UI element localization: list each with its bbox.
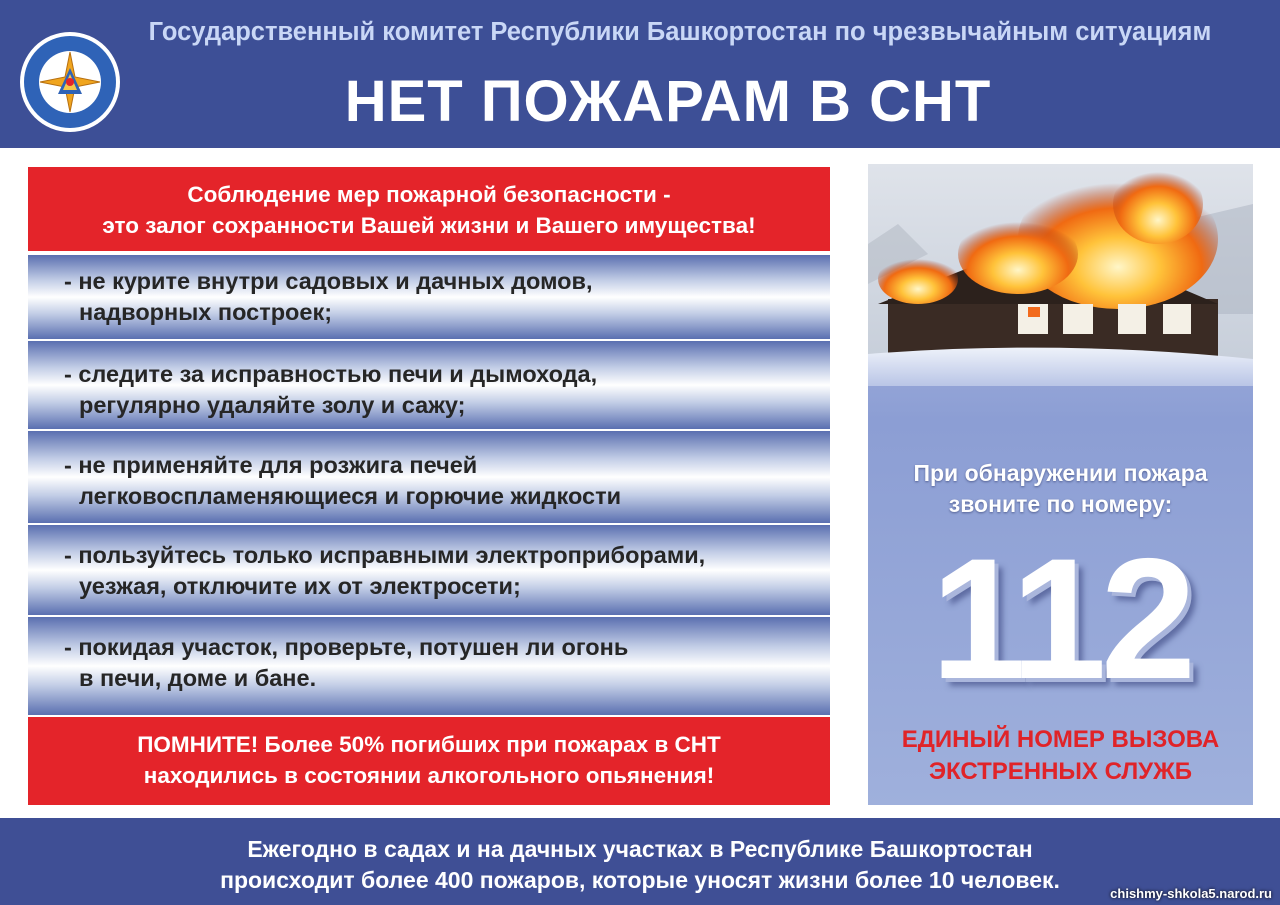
rule-line-2: легковоспламеняющиеся и горючие жидкости	[79, 483, 622, 509]
call-line-1: При обнаружении пожара	[913, 460, 1208, 486]
rule-item	[28, 525, 830, 615]
rule-line-1: - следите за исправностью печи и дымохода,	[64, 361, 598, 387]
call-line-2: звоните по номеру:	[948, 491, 1173, 517]
intro-line-2: это залог сохранности Вашей жизни и Вашего имущества!	[102, 213, 756, 238]
rule-line-1: - покидая участок, проверьте, потушен ли огонь	[64, 634, 629, 660]
rule-item	[28, 617, 830, 715]
rule-line-2: регулярно удаляйте золу и сажу;	[79, 392, 466, 418]
call-instruction	[868, 458, 1253, 520]
footer-line-1: Ежегодно в садах и на дачных участках в Республике Башкортостан	[247, 836, 1033, 862]
house-fire-photo	[868, 164, 1253, 386]
intro-banner	[28, 167, 830, 251]
emergency-panel	[868, 164, 1253, 805]
service-line-1: ЕДИНЫЙ НОМЕР ВЫЗОВА	[901, 726, 1220, 753]
rule-line-2: уезжая, отключите их от электросети;	[79, 573, 521, 599]
warning-line-1: ПОМНИТЕ! Более 50% погибших при пожарах в СНТ	[137, 732, 721, 757]
rule-line-2: надворных построек;	[79, 299, 333, 325]
rule-line-1: - пользуйтесь только исправными электроприборами,	[64, 542, 706, 568]
page-title: НЕТ ПОЖАРАМ В СНТ	[344, 69, 992, 134]
mchs-emblem-icon	[18, 30, 122, 134]
rule-item	[28, 341, 830, 429]
intro-line-1: Соблюдение мер пожарной безопасности -	[187, 182, 671, 207]
rule-item	[28, 255, 830, 339]
rule-line-1: - не применяйте для розжига печей	[64, 452, 478, 478]
header	[0, 0, 1280, 146]
warning-line-2: находились в состоянии алкогольного опьянения!	[143, 763, 715, 788]
rule-line-1: - не курите внутри садовых и дачных домов,	[64, 268, 593, 294]
rule-line-2: в печи, доме и бане.	[79, 665, 317, 691]
site-watermark: chishmy-shkola5.narod.ru	[1110, 886, 1272, 901]
service-caption	[868, 724, 1253, 788]
warning-banner	[28, 717, 830, 805]
footer-line-2: происходит более 400 пожаров, которые уносят жизни более 10 человек.	[220, 867, 1060, 893]
rule-item	[28, 431, 830, 523]
emergency-number: 112	[930, 523, 1191, 715]
service-line-2: ЭКСТРЕННЫХ СЛУЖБ	[928, 758, 1193, 785]
organization-name: Государственный комитет Республики Башкортостан по чрезвычайным ситуациям	[148, 18, 1212, 46]
footer	[0, 818, 1280, 905]
